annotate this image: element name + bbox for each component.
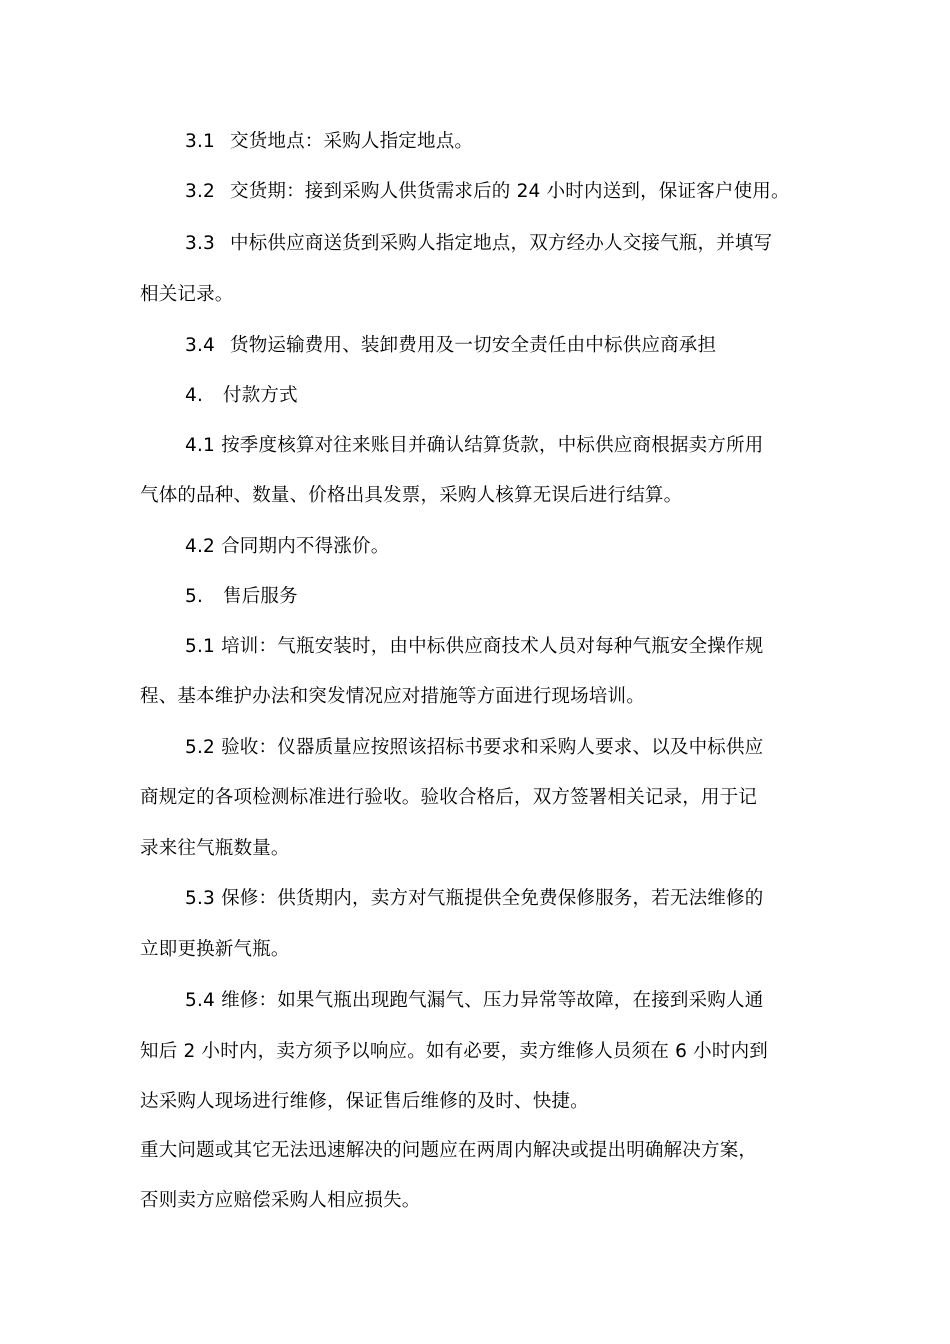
clause-3-1 bbox=[185, 128, 473, 156]
clause-3-4 bbox=[185, 332, 716, 360]
clause-text-line1: 中标供应商送货到采购人指定地点，双方经办人交接气瓶，并填写 bbox=[230, 233, 773, 254]
section-5-heading bbox=[185, 583, 298, 611]
closing-paragraph: 重大问题或其它无法迅速解决的问题应在两周内解决或提出明确解决方案， bbox=[140, 1140, 758, 1161]
clause-number: 3.1 bbox=[185, 131, 216, 152]
clause-3-3 bbox=[185, 230, 772, 258]
clause-3-3-continuation: 相关记录。 bbox=[140, 284, 234, 305]
section-number: 4. bbox=[185, 385, 204, 406]
clause-5-2: 5.2 验收：仪器质量应按照该招标书要求和采购人要求、以及中标供应 bbox=[185, 737, 764, 758]
clause-5-3: 5.3 保修：供货期内，卖方对气瓶提供全免费保修服务，若无法维修的 bbox=[185, 888, 764, 909]
clause-text: 货物运输费用、装卸费用及一切安全责任由中标供应商承担 bbox=[230, 335, 717, 356]
clause-number: 3.3 bbox=[185, 233, 216, 254]
section-number: 5. bbox=[185, 586, 204, 607]
clause-4-1: 4.1 按季度核算对往来账目并确认结算货款，中标供应商根据卖方所用 bbox=[185, 435, 764, 456]
clause-4-2: 4.2 合同期内不得涨价。 bbox=[185, 536, 390, 557]
clause-number: 3.4 bbox=[185, 335, 216, 356]
section-title: 付款方式 bbox=[223, 385, 298, 406]
clause-5-3-continuation: 立即更换新气瓶。 bbox=[140, 939, 290, 960]
section-4-heading bbox=[185, 382, 298, 410]
clause-5-4-continuation-1: 知后 2 小时内，卖方须予以响应。如有必要，卖方维修人员须在 6 小时内到 bbox=[140, 1041, 768, 1062]
clause-5-2-continuation-2: 录来往气瓶数量。 bbox=[140, 838, 290, 859]
clause-number: 3.2 bbox=[185, 181, 216, 202]
clause-3-2 bbox=[185, 178, 790, 206]
clause-5-4: 5.4 维修：如果气瓶出现跑气漏气、压力异常等故障，在接到采购人通 bbox=[185, 990, 764, 1011]
clause-5-4-continuation-2: 达采购人现场进行维修，保证售后维修的及时、快捷。 bbox=[140, 1091, 589, 1112]
clause-text: 交货期：接到采购人供货需求后的 24 小时内送到，保证客户使用。 bbox=[230, 181, 790, 202]
clause-text: 交货地点：采购人指定地点。 bbox=[230, 131, 474, 152]
section-title: 售后服务 bbox=[223, 586, 298, 607]
closing-paragraph-continuation: 否则卖方应赔偿采购人相应损失。 bbox=[140, 1190, 421, 1211]
clause-5-1: 5.1 培训：气瓶安装时，由中标供应商技术人员对每种气瓶安全操作规 bbox=[185, 636, 764, 657]
clause-4-1-continuation: 气体的品种、数量、价格出具发票，采购人核算无误后进行结算。 bbox=[140, 485, 683, 506]
clause-5-1-continuation: 程、基本维护办法和突发情况应对措施等方面进行现场培训。 bbox=[140, 686, 645, 707]
clause-5-2-continuation-1: 商规定的各项检测标准进行验收。验收合格后，双方签署相关记录，用于记 bbox=[140, 787, 758, 808]
